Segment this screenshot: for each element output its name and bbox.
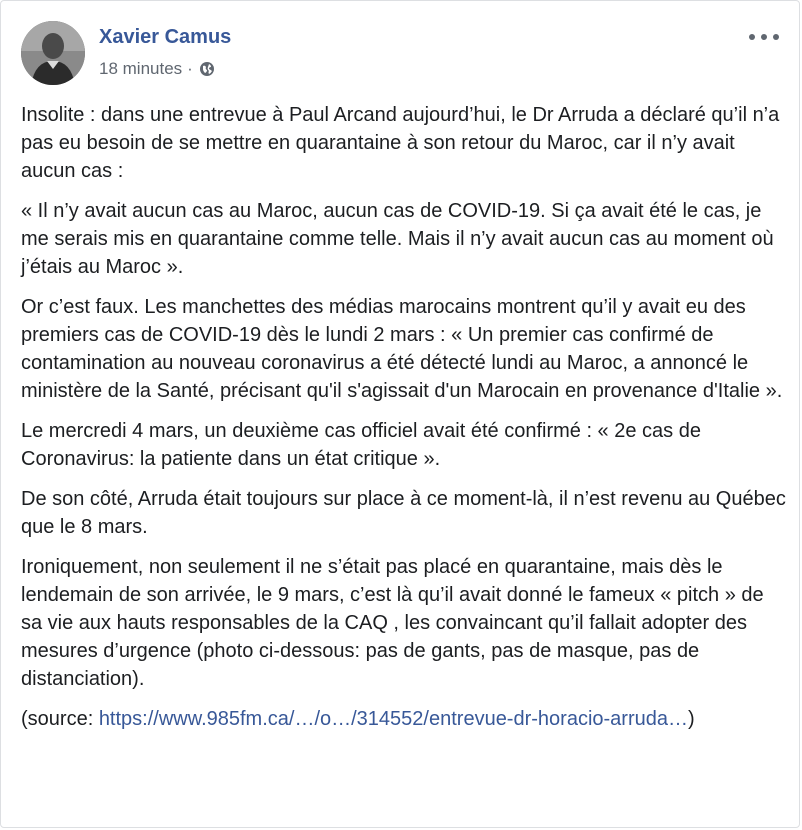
post-timestamp[interactable]: 18 minutes [99,59,183,78]
post-paragraph: Or c’est faux. Les manchettes des médias marocains montrent qu’il y avait eu des premiers cas de COVID-19 dès le lundi 2 mars : « Un premier cas confirmé de contamination au nouveau coronavirus a été détecté lundi au Maroc, a annoncé le ministère de la Santé, précisant qu'il s'agissait d'un Marocain en provenance d'Italie ». [21,296,783,402]
globe-icon [199,61,215,77]
source-paragraph [21,705,786,733]
source-link[interactable]: https://www.985fm.ca/…/o…/314552/entrevue-dr-horacio-arruda… [98,708,688,730]
post-paragraph: De son côté, Arruda était toujours sur place à ce moment-là, il n’est revenu au Québec que le 8 mars. [21,488,786,538]
post-paragraph: « Il n’y avait aucun cas au Maroc, aucun cas de COVID-19. Si ça avait été le cas, je me serais mis en quarantaine comme telle. Mais il n’y avait aucun cas au moment où j’étais au Maroc ». [21,200,774,278]
author-avatar[interactable] [21,21,85,85]
source-suffix: ) [687,708,695,730]
more-options-icon[interactable] [749,29,779,45]
post-paragraph: Ironiquement, non seulement il ne s’était pas placé en quarantaine, mais dès le lendemain de son arrivée, le 9 mars, c’est là qu’il avait donné le fameux « pitch » de sa vie aux hauts responsables de la CAQ , les convaincant qu’il fallait adopter des mesures d’urgence (photo ci-dessous: pas de gants, pas de masque, pas de distanciation). [21,556,764,690]
post-header [21,21,779,89]
post-meta [99,59,215,79]
source-prefix: (source: [21,708,99,730]
post-body [21,101,786,745]
author-name[interactable]: Xavier Camus [99,26,232,48]
post-paragraph: Insolite : dans une entrevue à Paul Arcand aujourd’hui, le Dr Arruda a déclaré qu’il n’a pas eu besoin de se mettre en quarantaine à son retour du Maroc, car il n’y avait aucun cas : [21,104,780,182]
post-paragraph: Le mercredi 4 mars, un deuxième cas officiel avait été confirmé : « 2e cas de Coronavirus: la patiente dans un état critique ». [21,420,701,470]
avatar-photo [21,21,85,85]
meta-separator: · [187,59,193,78]
